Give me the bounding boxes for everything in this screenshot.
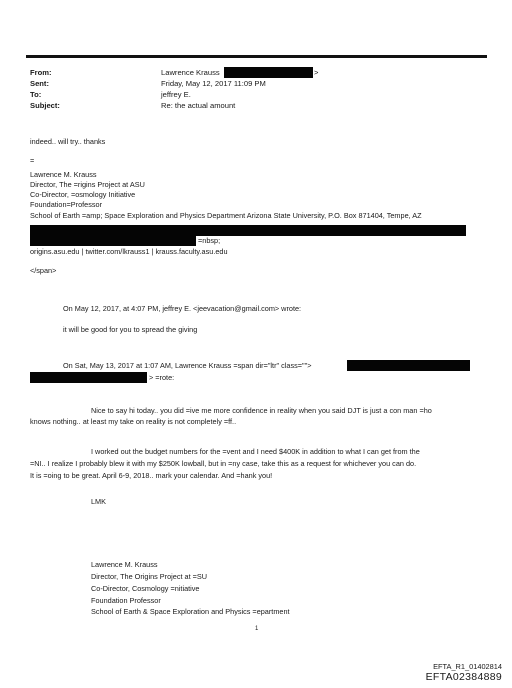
subject-value: Re: the actual amount <box>161 101 236 110</box>
quote1-header: On May 12, 2017, at 4:07 PM, jeffrey E. <jeevacation@gmail.com> wrote: <box>63 304 302 313</box>
reply-line: indeed.. will try.. thanks <box>30 137 106 146</box>
page-number: 1 <box>255 626 259 632</box>
equals-line: = <box>30 156 35 165</box>
para1-line-1: Nice to say hi today.. you did =ive me more confidence in reality when you said DJT is just a con man =ho <box>91 406 432 415</box>
span-close-line: </span> <box>30 266 57 275</box>
from-label: From: <box>30 68 52 77</box>
sent-label: Sent: <box>30 79 49 88</box>
sig1-line-3: Co-Director, =osmology Initiative <box>30 190 136 199</box>
quote2-header: On Sat, May 13, 2017 at 1:07 AM, Lawrence Krauss =span dir="ltr" class=""> <box>63 361 312 370</box>
lmk-line: LMK <box>91 497 107 506</box>
efta-id-large: EFTA02384889 <box>425 671 502 683</box>
sig1-line-5: School of Earth =amp; Space Exploration and Physics Department Arizona State University, P.O. Box 871404, Tempe, AZ <box>30 211 422 220</box>
sig2-line-5: School of Earth & Space Exploration and Physics =epartment <box>91 607 290 616</box>
redaction-address-1 <box>30 225 466 236</box>
redaction-quote2-email-2 <box>30 372 147 383</box>
to-value: jeffrey E. <box>161 90 191 99</box>
para2-line-3: It is =oing to be great. April 6-9, 2018.. mark your calendar. And =hank you! <box>30 471 273 480</box>
from-value: Lawrence Krauss <box>161 68 220 77</box>
from-suffix: > <box>314 68 319 77</box>
quote2-rote: > =rote: <box>149 373 175 382</box>
nbsp-text: =nbsp; <box>198 236 221 245</box>
para2-line-1: I worked out the budget numbers for the =vent and I need $400K in addition to what I can get from the <box>91 447 420 456</box>
para2-line-2: =NI.. I realize I probably blew it with my $250K lowball, but in =ny case, take this as a request for whichever you can do. <box>30 459 417 468</box>
sig2-line-4: Foundation Professor <box>91 596 161 605</box>
to-label: To: <box>30 90 42 99</box>
sig2-line-1: Lawrence M. Krauss <box>91 560 158 569</box>
sig2-line-3: Co-Director, Cosmology =nitiative <box>91 584 200 593</box>
sig1-line-4: Foundation=Professor <box>30 200 102 209</box>
sig1-line-1: Lawrence M. Krauss <box>30 170 97 179</box>
sig1-line-2: Director, The =rigins Project at ASU <box>30 180 145 189</box>
redaction-address-2 <box>30 236 196 246</box>
redaction-quote2-email-1 <box>347 360 470 371</box>
sig2-line-2: Director, The Origins Project at =SU <box>91 572 208 581</box>
quote1-body: it will be good for you to spread the giving <box>63 325 198 334</box>
para1-line-2: knows nothing.. at least my take on reality is not completely =ff.. <box>30 417 237 426</box>
links-line: origins.asu.edu | twitter.com/lkrauss1 | krauss.faculty.asu.edu <box>30 247 228 256</box>
subject-label: Subject: <box>30 101 60 110</box>
redaction-from-email <box>224 67 313 78</box>
sent-value: Friday, May 12, 2017 11:09 PM <box>161 79 266 88</box>
header-rule <box>26 55 487 58</box>
efta-id-small: EFTA_R1_01402814 <box>433 662 502 671</box>
